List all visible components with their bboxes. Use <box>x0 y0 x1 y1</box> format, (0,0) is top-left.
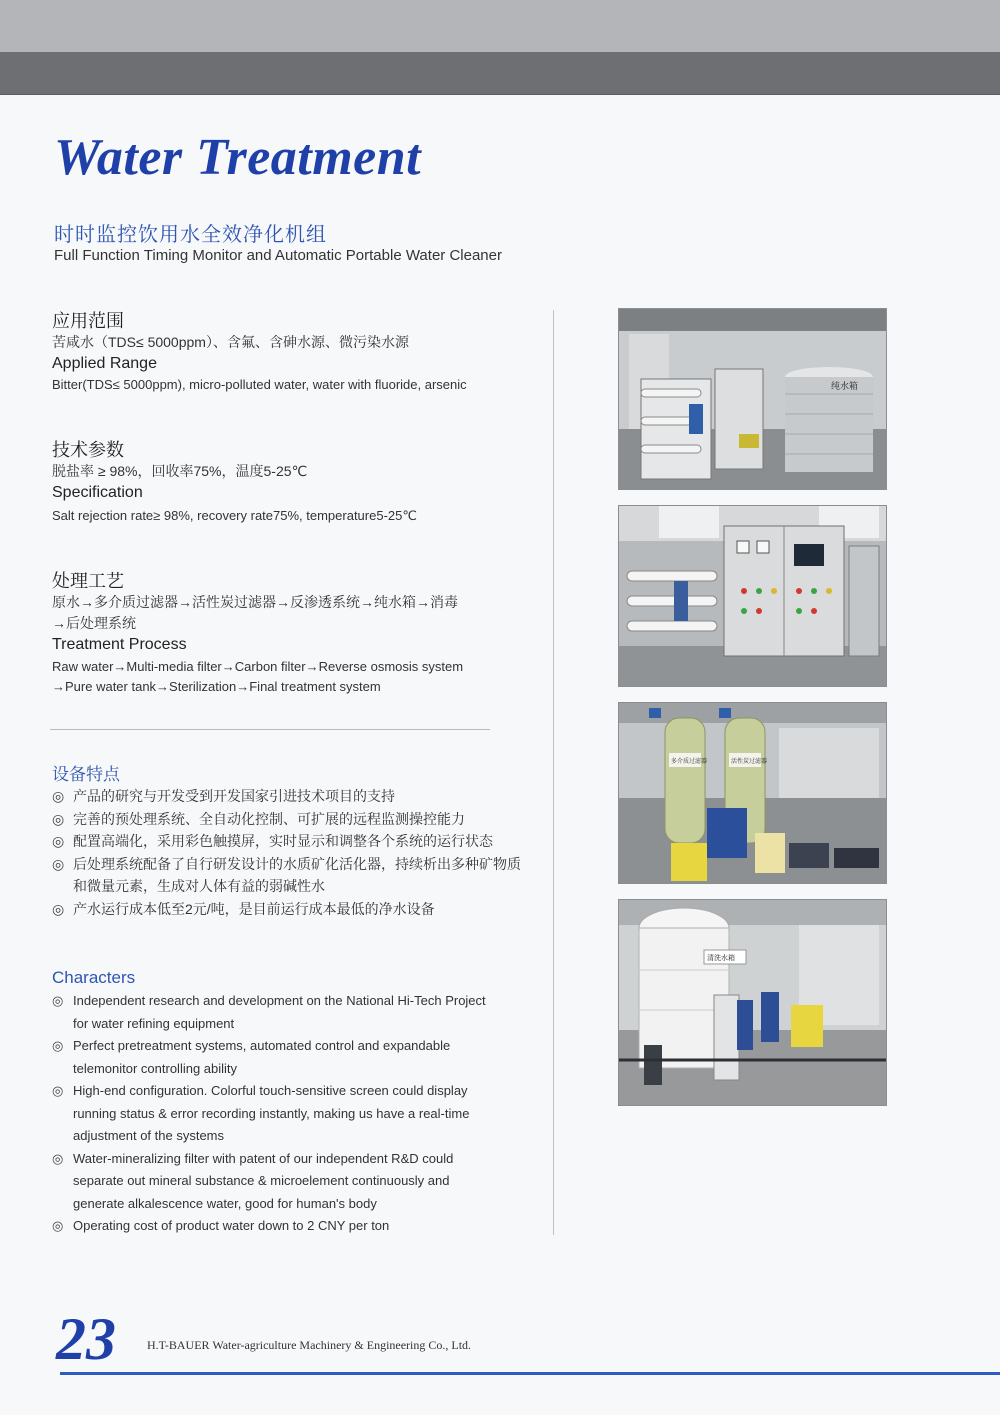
features-list-cn <box>52 785 522 920</box>
top-dark-bar <box>0 52 1000 95</box>
column-divider <box>553 310 554 1235</box>
bullet-icon: ◎ <box>52 833 65 849</box>
specification-heading-en: Specification <box>52 484 143 501</box>
specification-text-en: Salt rejection rate≥ 98%, recovery rate75%, temperature5-25℃ <box>52 508 417 523</box>
feature-item-cn: ◎ 配置高端化，采用彩色触摸屏，实时显示和调整各个系统的运行状态 <box>52 830 522 853</box>
company-name: H.T-BAUER Water-agriculture Machinery & Engineering Co., Ltd. <box>147 1338 472 1352</box>
bullet-icon: ◎ <box>52 1038 64 1053</box>
character-item-en: ◎ Water-mineralizing filter with patent of our independent R&D could separate out mineral substance & microelement continuously and generate alkalescence water, good for human's body <box>52 1148 502 1216</box>
photo-control-cabinet <box>618 505 887 687</box>
bullet-icon: ◎ <box>52 855 65 872</box>
footer-rule <box>60 1372 1000 1375</box>
specification-heading-cn: 技术参数 <box>52 440 124 460</box>
bullet-icon: ◎ <box>52 1150 64 1166</box>
photo-filter-vessels <box>618 702 887 884</box>
photo-ro-unit-with-steel-tank <box>618 308 887 490</box>
character-item-en: ◎ Perfect pretreatment systems, automated control and expandable telemonitor controlling ability <box>52 1035 502 1080</box>
bullet-icon: ◎ <box>52 810 65 827</box>
bullet-icon: ◎ <box>52 1083 64 1098</box>
features-heading-cn: 设备特点 <box>52 765 120 784</box>
section-divider <box>50 729 490 730</box>
specification-text-cn: 脱盐率 ≥ 98%，回收率75%，温度5-25℃ <box>52 463 308 479</box>
feature-item-cn: ◎ 产水运行成本低至2元/吨，是目前运行成本最低的净水设备 <box>52 898 522 921</box>
tank-label: 纯水箱 <box>831 382 859 392</box>
treatment-heading-en: Treatment Process <box>52 636 187 653</box>
subtitle-chinese: 时时监控饮用水全效净化机组 <box>54 224 327 246</box>
bullet-icon: ◎ <box>52 788 65 804</box>
feature-item-cn: ◎ 完善的预处理系统、全自动化控制、可扩展的远程监测操控能力 <box>52 808 522 831</box>
applied-range-heading-cn: 应用范围 <box>52 311 124 331</box>
photo-cleaning-tank <box>618 899 887 1106</box>
filter-label-1: 多介质过滤器 <box>671 758 708 765</box>
treatment-text-en-line1: Raw water→Multi-media filter→Carbon filter→Reverse osmosis system <box>52 659 464 674</box>
bullet-icon: ◎ <box>52 900 65 917</box>
page-title: Water Treatment <box>54 129 422 186</box>
applied-range-heading-en: Applied Range <box>52 355 157 372</box>
characters-heading-en: Characters <box>52 968 136 987</box>
bullet-icon: ◎ <box>52 1218 64 1233</box>
applied-range-text-en: Bitter(TDS≤ 5000ppm), micro-polluted water, water with fluoride, arsenic <box>52 377 467 392</box>
treatment-heading-cn: 处理工艺 <box>52 571 124 591</box>
feature-item-cn: ◎ 产品的研究与开发受到开发国家引进技术项目的支持 <box>52 785 522 808</box>
top-gray-band <box>0 0 1000 52</box>
filter-label-2: 活性炭过滤器 <box>731 758 768 765</box>
bullet-icon: ◎ <box>52 993 64 1008</box>
clean-tank-label: 清洗水箱 <box>707 954 735 962</box>
page-number: 23 <box>56 1306 116 1372</box>
character-item-en: ◎ Independent research and development on the National Hi-Tech Project for water refining equipment <box>52 990 502 1035</box>
characters-list-en <box>52 990 502 1238</box>
character-item-en: ◎ High-end configuration. Colorful touch-sensitive screen could display running status & error recording instantly, making us have a real-time adjustment of the systems <box>52 1080 502 1148</box>
treatment-text-cn-line1: 原水→多介质过滤器→活性炭过滤器→反渗透系统→纯水箱→消毒 <box>52 594 458 610</box>
feature-item-cn: ◎ 后处理系统配备了自行研发设计的水质矿化活化器，持续析出多种矿物质和微量元素，生成对人体有益的弱碱性水 <box>52 853 522 898</box>
subtitle-english: Full Function Timing Monitor and Automatic Portable Water Cleaner <box>54 247 502 264</box>
treatment-text-en-line2: →Pure water tank→Sterilization→Final treatment system <box>52 679 381 694</box>
treatment-text-cn-line2: →后处理系统 <box>52 615 136 631</box>
character-item-en: ◎ Operating cost of product water down to 2 CNY per ton <box>52 1215 502 1238</box>
applied-range-text-cn: 苦咸水（TDS≤ 5000ppm）、含氟、含砷水源、微污染水源 <box>52 334 409 350</box>
